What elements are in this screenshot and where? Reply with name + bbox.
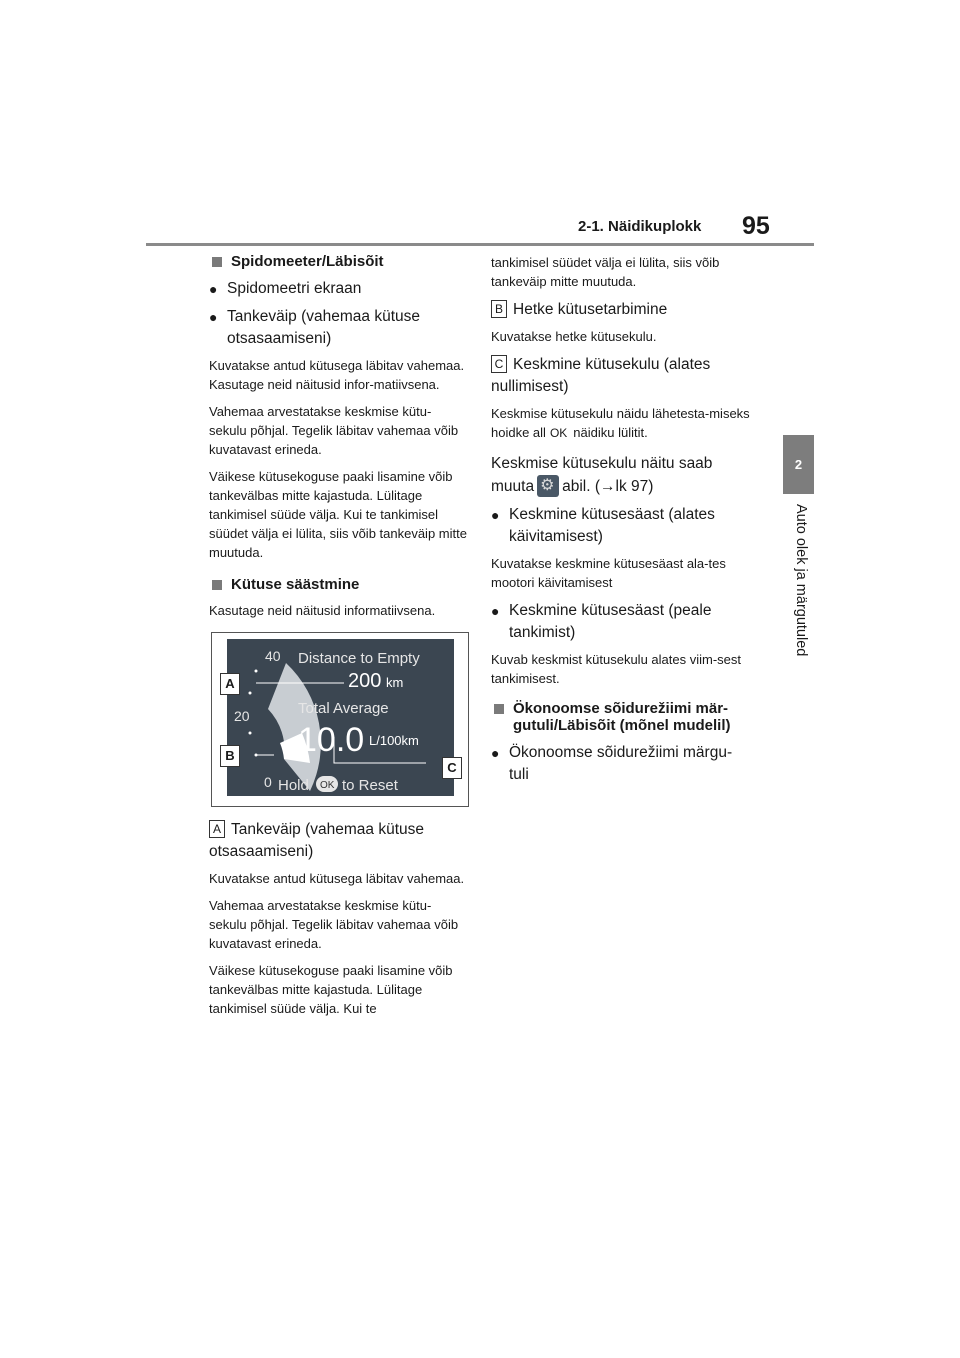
left-column — [209, 253, 467, 1026]
paragraph: Väikese kütusekoguse paaki lisamine võib tankevälbas mitte kajastuda. Lülitage tankimisel süüde välja. Kui te — [209, 963, 453, 1016]
square-bullet-icon — [212, 257, 222, 267]
bullet-icon: ● — [491, 603, 500, 619]
label-box-c: C — [491, 355, 507, 373]
bullet-item: ● Tankeväip (vahemaa kütuse otsasaamiseni) — [209, 306, 467, 350]
ok-switch-icon: OK — [549, 426, 568, 440]
item-b: B Hetke kütusetarbimine — [491, 299, 751, 321]
settings-gear-icon — [537, 475, 559, 497]
header-divider — [146, 243, 814, 246]
hold-label: Hold — [278, 777, 309, 794]
chapter-tab: 2 — [783, 435, 814, 494]
ok-badge: OK — [320, 780, 335, 791]
callout-c: C — [442, 757, 462, 779]
bullet-item: ● Ökonoomse sõidurežiimi märgu-tuli — [491, 742, 751, 786]
avg-value: 10.0 — [298, 721, 365, 759]
paragraph: Keskmise kütusekulu näidu lähetesta-miseks hoidke all OK näidiku lülitit. — [491, 404, 751, 443]
dte-label: Distance to Empty — [298, 650, 420, 667]
section-heading-fuel-saving: Kütuse säästmine — [209, 576, 467, 593]
section-heading-eco: Ökonoomse sõidurežiimi mär-gutuli/Läbisõit (mõnel mudelil) — [491, 700, 751, 734]
item-a: A Tankeväip (vahemaa kütuse otsasaamiseni) — [209, 821, 425, 860]
paragraph: Väikese kütusekoguse paaki lisamine võib tankevälbas mitte kajastuda. Lülitage tankimisel süüde välja. Kui te tankimisel süüdet välja ei lülita, siis võib tankeväip mitte muutuda. — [209, 469, 467, 560]
scale-label-20: 20 — [234, 708, 250, 724]
scale-label-0: 0 — [264, 774, 272, 790]
section-title: 2-1. Näidikuplokk — [578, 218, 702, 235]
paragraph: Kuvatakse antud kütusega läbitav vahemaa. — [209, 871, 465, 886]
bullet-icon: ● — [491, 745, 500, 761]
bullet-icon: ● — [491, 507, 500, 523]
label-box-a: A — [209, 820, 225, 838]
square-bullet-icon — [494, 704, 504, 714]
paragraph: Kuvatakse antud kütusega läbitav vahemaa. Kasutage neid näitusid infor-matiivsena. — [209, 358, 465, 392]
callout-b: B — [220, 745, 240, 767]
display-figure — [211, 632, 469, 807]
avg-label: Total Average — [298, 700, 389, 717]
bullet-item: ● Keskmine kütusesäast (alates käivitamisest) — [491, 504, 751, 548]
square-bullet-icon — [212, 580, 222, 590]
cluster-display-image — [212, 633, 468, 806]
bullet-icon: ● — [209, 309, 218, 325]
paragraph: Vahemaa arvestatakse keskmise kütu-sekulu põhjal. Tegelik läbitav vahemaa võib kuvatavast erineda. — [209, 404, 459, 457]
item-c: C Keskmine kütusekulu (alates nullimisest) — [491, 356, 711, 395]
scale-label-40: 40 — [265, 648, 281, 664]
dte-unit: km — [386, 675, 404, 690]
dte-value: 200 — [348, 670, 382, 692]
paragraph: tankimisel süüdet välja ei lülita, siis võib tankeväip mitte muutuda. — [491, 255, 720, 289]
paragraph: Kuvab keskmist kütusekulu alates viim-sest tankimisest. — [491, 652, 741, 686]
page-number: 95 — [742, 212, 770, 240]
paragraph: Vahemaa arvestatakse keskmise kütu-sekulu põhjal. Tegelik läbitav vahemaa võib kuvatavast erineda. — [209, 898, 459, 951]
bullet-icon: ● — [209, 281, 218, 297]
paragraph: Keskmise kütusekulu näitu saab muuta⚙ abil. (→lk 97) — [491, 453, 751, 498]
reset-label: to Reset — [342, 777, 398, 794]
avg-unit: L/100km — [369, 733, 419, 748]
label-box-b: B — [491, 300, 507, 318]
bullet-item: ● Keskmine kütusesäast (peale tankimist) — [491, 600, 751, 644]
paragraph: Kuvatakse hetke kütusekulu. — [491, 329, 657, 344]
bullet-item: ● Spidomeetri ekraan — [209, 278, 467, 300]
paragraph: Kuvatakse keskmine kütusesäast ala-tes mootori käivitamisest — [491, 556, 726, 590]
callout-a: A — [220, 673, 240, 695]
chapter-label: Auto olek ja märgutuled — [793, 504, 809, 657]
section-heading-speedometer: Spidomeeter/Läbisõit — [209, 253, 467, 270]
right-column — [491, 253, 751, 792]
paragraph: Kasutage neid näitusid informatiivsena. — [209, 603, 436, 618]
